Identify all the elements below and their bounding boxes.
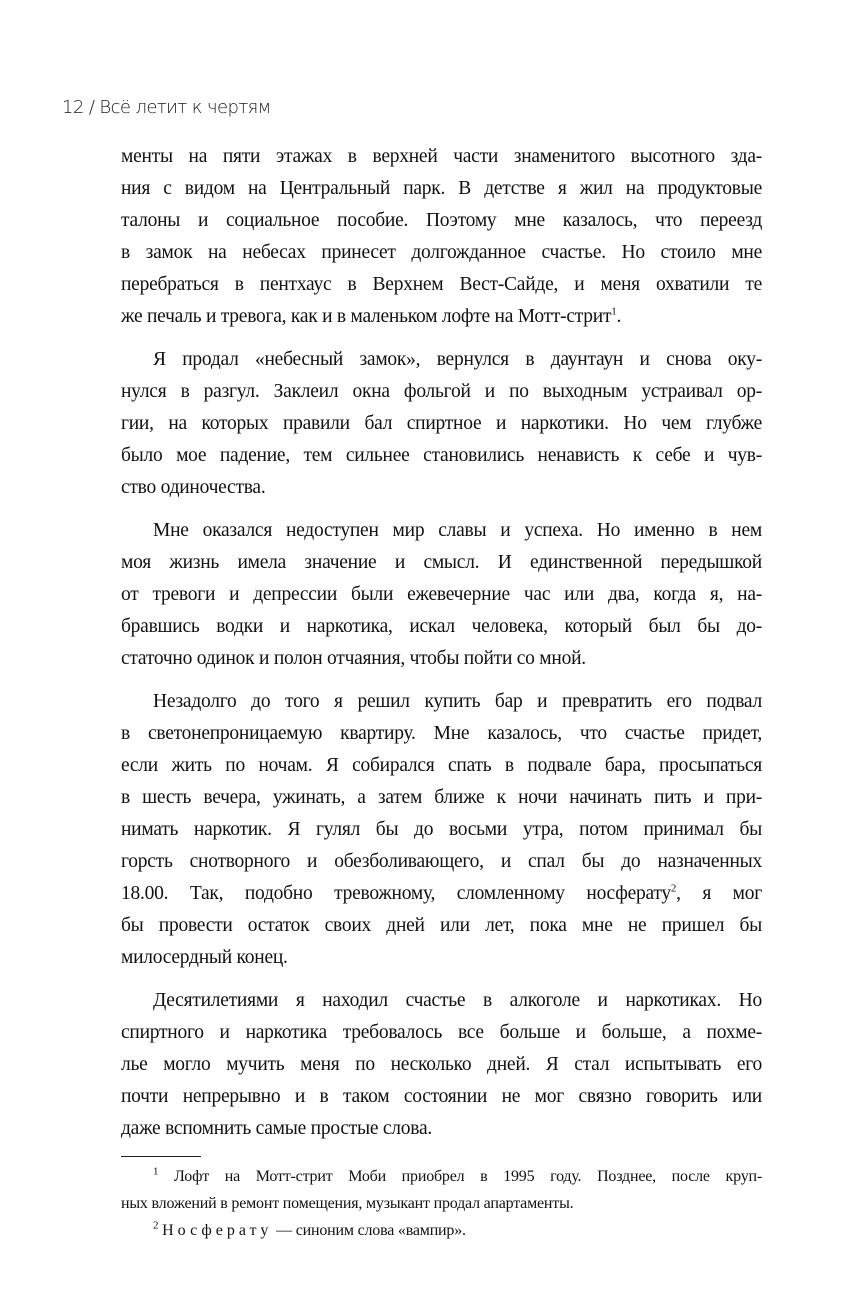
paragraph-3	[121, 515, 762, 675]
text-line: милосердный конец.	[121, 947, 288, 968]
footnote-2-line	[121, 1217, 762, 1244]
text-line: менты на пяти этажах в верхней части знаменитого высотного зда-	[121, 146, 762, 167]
text-line-tail: , я мог	[676, 883, 763, 904]
footnote-marker: 1	[153, 1165, 159, 1178]
text-line: гии, на которых правили бал спиртное и наркотики. Но чем глубже	[121, 413, 762, 434]
text-line: в светонепроницаемую квартиру. Мне казалось, что счастье придет,	[121, 723, 762, 744]
footnote-1-line	[121, 1163, 762, 1190]
text-line-content: 18.00. Так, подобно тревожному, сломленному носферату	[121, 883, 671, 904]
text-line: нулся в разгул. Заклеил окна фольгой и по выходным устраивал ор-	[121, 381, 762, 402]
footnote-text: Лофт на Мотт-стрит Моби приобрел в 1995 году. Позднее, после круп-	[174, 1168, 762, 1185]
text-line: перебраться в пентхаус в Верхнем Вест-Сайде, и меня охватили те	[121, 274, 762, 295]
text-line: ния с видом на Центральный парк. В детстве я жил на продуктовые	[121, 178, 762, 199]
footnote-text: — синоним слова «вампир».	[272, 1222, 466, 1239]
text-line: горсть снотворного и обезболивающего, и спал бы до назначенных	[121, 851, 762, 872]
text-line: нимать наркотик. Я гулял бы до восьми утра, потом принимал бы	[121, 819, 762, 840]
text-line: бы провести остаток своих дней или лет, пока мне не пришел бы	[121, 915, 762, 936]
text-line: статочно одинок и полон отчаяния, чтобы пойти со мной.	[121, 648, 586, 669]
text-line: Десятилетиями я находил счастье в алкоголе и наркотиках. Но	[153, 990, 762, 1011]
text-line: почти непрерывно и в таком состоянии не мог связно говорить или	[121, 1086, 762, 1107]
text-line: от тревоги и депрессии были ежевечерние час или два, когда я, на-	[121, 584, 762, 605]
running-head: 12 / Всё летит к чертям	[62, 97, 271, 118]
text-line: было мое падение, тем сильнее становились ненависть к себе и чув-	[121, 445, 762, 466]
text-line: Я продал «небесный замок», вернулся в даунтаун и снова оку-	[153, 349, 762, 370]
text-line: в шесть вечера, ужинать, а затем ближе к ночи начинать пить и при-	[121, 787, 762, 808]
text-line: в замок на небесах принесет долгожданное счастье. Но стоило мне	[121, 242, 762, 263]
text-line: если жить по ночам. Я собирался спать в подвале бара, просыпаться	[121, 755, 762, 776]
text-line	[121, 878, 762, 910]
text-line: же печаль и тревога, как и в маленьком лофте на Мотт-стрит$^1$.	[121, 305, 622, 327]
footnote-ref-2[interactable]: 2	[670, 882, 677, 895]
paragraph-1	[121, 141, 762, 333]
text-line: Мне оказался недоступен мир славы и успеха. Но именно в нем	[153, 520, 762, 541]
text-line: Незадолго до того я решил купить бар и превратить его подвал	[153, 691, 762, 712]
paragraph-2	[121, 344, 762, 504]
paragraph-5	[121, 985, 762, 1145]
text-line: ство одиночества.	[121, 477, 266, 498]
footnote-marker: 2	[153, 1219, 159, 1232]
body-text	[121, 141, 762, 1145]
text-line: спиртного и наркотика требовалось все больше и больше, а похме-	[121, 1022, 762, 1043]
footnote-term: Носферату	[162, 1222, 273, 1239]
text-line: моя жизнь имела значение и смысл. И единственной передышкой	[121, 552, 762, 573]
paragraph-4	[121, 686, 762, 974]
footnotes	[121, 1163, 762, 1244]
text-line: талоны и социальное пособие. Поэтому мне казалось, что переезд	[121, 210, 762, 231]
footnote-1-line: ных вложений в ремонт помещения, музыкант продал апартаменты.	[121, 1195, 574, 1212]
text-line: даже вспомнить самые простые слова.	[121, 1118, 433, 1139]
text-line-content: же печаль и тревога, как и в маленьком лофте на Мотт-стрит	[121, 306, 612, 327]
footnote-ref-1[interactable]: 1	[611, 305, 617, 318]
text-line: лье могло мучить меня по несколько дней. Я стал испытывать его	[121, 1054, 762, 1075]
text-line: бравшись водки и наркотика, искал человека, который был бы до-	[121, 616, 762, 637]
footnote-divider	[121, 1156, 201, 1157]
